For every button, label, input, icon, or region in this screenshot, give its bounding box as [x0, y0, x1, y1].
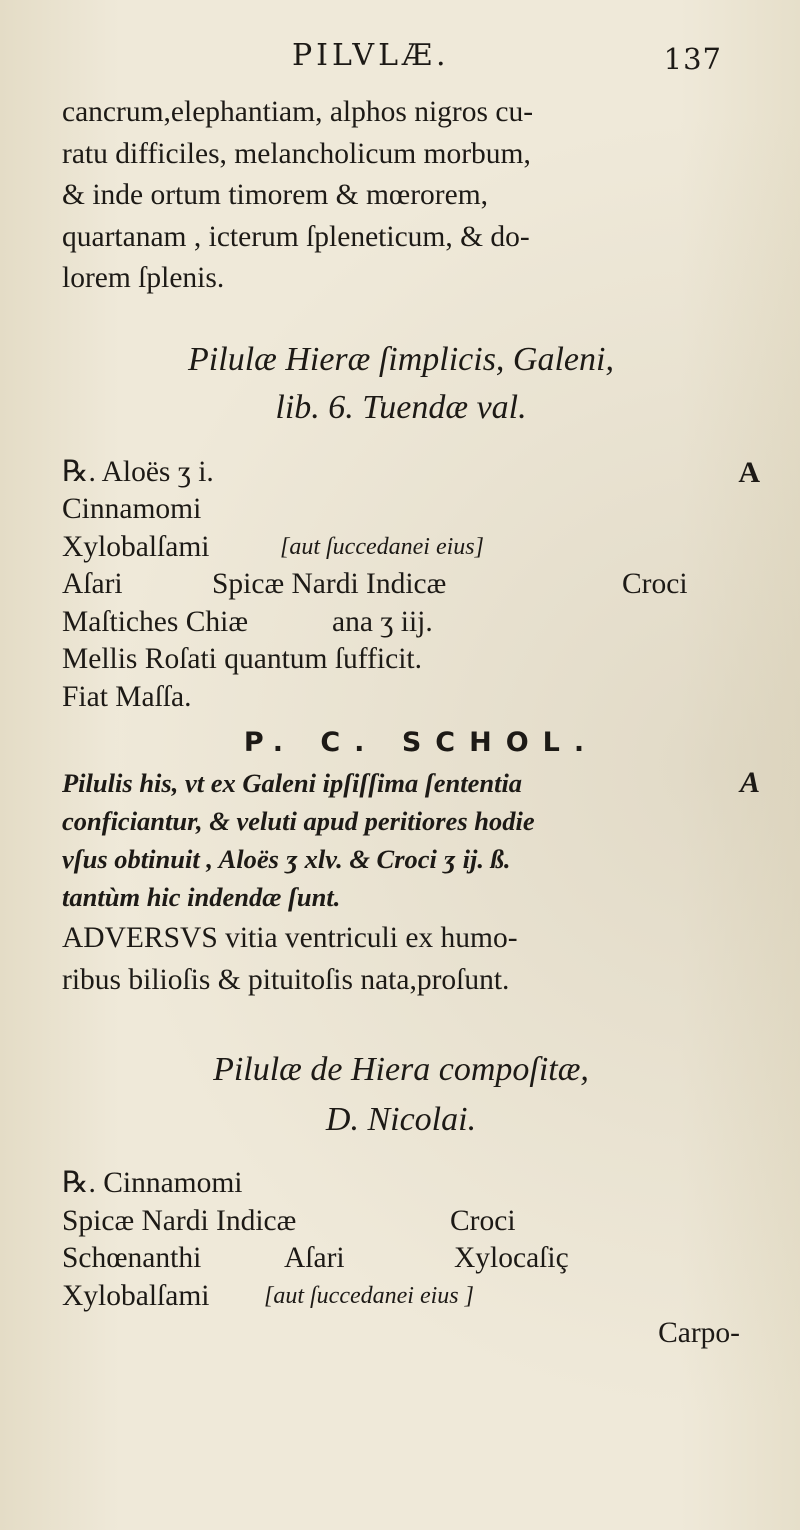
ingredient-note: [aut ſuccedanei eius ]	[264, 1282, 474, 1309]
scholium-line-text: conficiantur, & veluti apud peritiores hodie	[62, 806, 535, 836]
ingredient: Mellis Roſati quantum ſufficit.	[62, 643, 422, 675]
text-line: quartanam , icterum ſpleneticum, & do-	[62, 220, 530, 253]
text-line: & inde ortum timorem & mœrorem,	[62, 179, 489, 211]
ingredient-line	[62, 1165, 740, 1203]
ingredient-line	[62, 604, 740, 642]
ingredient-line	[62, 529, 740, 567]
recipe-1-ingredients	[62, 454, 760, 717]
ingredient-line	[62, 1240, 740, 1278]
recipe-1-heading	[62, 336, 740, 432]
ingredient: Spicæ Nardi Indicæ	[212, 568, 447, 600]
heading-line: D. Nicolai.	[325, 1101, 477, 1138]
ingredient-line	[62, 491, 740, 529]
page-number: 137	[663, 42, 722, 76]
ingredient-line	[62, 641, 740, 679]
ingredient-note: [aut ſuccedanei eius]	[280, 533, 484, 560]
adversus-paragraph	[62, 918, 740, 1001]
heading-line: Pilulæ Hieræ ſimplicis, Galeni,	[188, 340, 614, 378]
scholium-line-text: vſus obtinuit , Aloës ʒ xlv. & Croci ʒ ij. ß.	[62, 844, 511, 874]
text-line: ADVERSVS vitia ventriculi ex humo-	[62, 922, 518, 954]
intro-paragraph	[62, 92, 740, 300]
ingredient: Aſari	[62, 568, 123, 600]
margin-letter: A	[739, 766, 760, 799]
running-head	[62, 38, 740, 92]
scholium-line-text: tantùm hic indendæ ſunt.	[62, 882, 341, 912]
ingredient-line	[62, 1203, 740, 1241]
instruction: Fiat Maſſa.	[62, 680, 192, 713]
heading-line: lib. 6. Tuendæ val.	[275, 388, 527, 426]
scholium-text	[62, 764, 760, 916]
running-title: PILVLÆ.	[292, 38, 450, 73]
ingredient: ℞. Cinnamomi	[62, 1167, 243, 1199]
recipe-2-ingredients	[62, 1165, 740, 1353]
ingredient: Schœnanthi	[62, 1242, 202, 1274]
ingredient: Maſtiches Chiæ	[62, 605, 249, 638]
scholium-line	[62, 764, 760, 802]
heading-line: Pilulæ de Hiera compoſitæ,	[213, 1051, 589, 1088]
ingredient: Aſari	[284, 1242, 345, 1274]
ingredient: Xylobalſami	[62, 530, 210, 563]
scholium-heading: P. C. SCHOL.	[243, 727, 599, 758]
dosage: ana ʒ iij.	[332, 605, 433, 638]
ingredient: Xylobalſami	[62, 1279, 210, 1312]
recipe-2-heading	[62, 1045, 740, 1145]
scholium-line-text: Pilulis his, vt ex Galeni ipſiſſima ſententia	[62, 768, 523, 798]
ingredient-line	[62, 454, 760, 492]
scholium-line	[62, 802, 740, 840]
scholium-line	[62, 840, 740, 878]
ingredient-line	[62, 566, 740, 604]
ingredient: Xylocaſiç	[454, 1242, 569, 1274]
text-line: cancrum,elephantiam, alphos nigros cu-	[62, 96, 534, 128]
ingredient: ℞. Aloës ʒ i.	[62, 455, 214, 488]
catchword-line	[62, 1315, 740, 1353]
ingredient-line	[62, 679, 740, 717]
scholium-line	[62, 878, 740, 916]
ingredient-line	[62, 1278, 740, 1316]
ingredient: Croci	[450, 1204, 516, 1237]
ingredient: Cinnamomi	[62, 493, 202, 525]
text-line: ribus bilioſis & pituitoſis nata,proſunt.	[62, 963, 510, 996]
text-line: ratu difficiles, melancholicum morbum,	[62, 137, 531, 170]
ingredient: Spicæ Nardi Indicæ	[62, 1204, 297, 1237]
margin-letter: A	[738, 455, 760, 489]
ingredient: Croci	[622, 568, 688, 600]
text-line: lorem ſplenis.	[62, 262, 225, 294]
catchword: Carpo-	[658, 1317, 740, 1349]
